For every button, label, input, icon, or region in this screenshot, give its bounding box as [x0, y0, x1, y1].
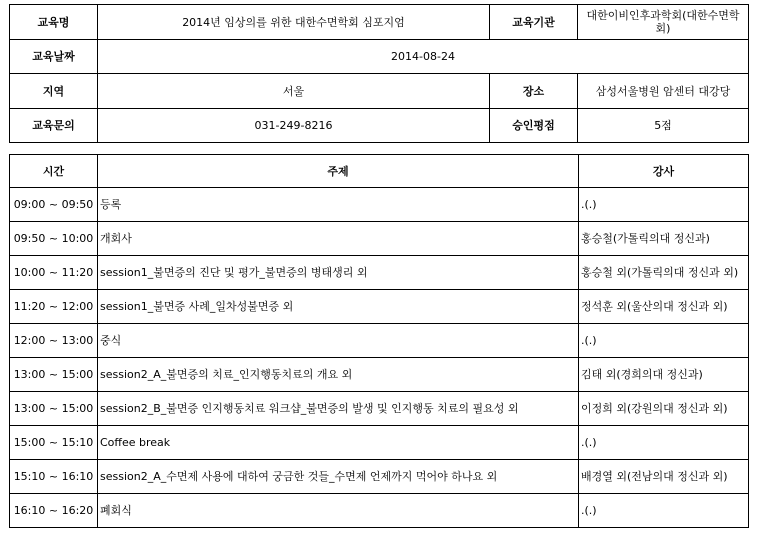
- row-topic: session2_A_불면증의 치료_인지행동치료의 개요 외: [98, 358, 579, 392]
- row-topic: 폐회식: [98, 494, 579, 528]
- score-value: 5점: [578, 109, 749, 143]
- row-speaker: 홍승철(가톨릭의대 정신과): [579, 222, 749, 256]
- row-speaker: .(.): [579, 426, 749, 460]
- org-value: 대한이비인후과학회(대한수면학회): [578, 5, 749, 40]
- course-info-table: [9, 4, 749, 143]
- table-row: [10, 290, 749, 324]
- row-speaker: 김태 외(경희의대 정신과): [579, 358, 749, 392]
- date-value: 2014-08-24: [98, 40, 749, 74]
- row-topic: session2_B_불면증 인지행동치료 워크샵_불면증의 발생 및 인지행동 치료의 필요성 외: [98, 392, 579, 426]
- row-topic: session1_불면증 사례_일차성불면증 외: [98, 290, 579, 324]
- row-time: 10:00 ~ 11:20: [10, 256, 98, 290]
- table-row: [10, 460, 749, 494]
- row-time: 11:20 ~ 12:00: [10, 290, 98, 324]
- row-speaker: .(.): [579, 324, 749, 358]
- row-time: 09:50 ~ 10:00: [10, 222, 98, 256]
- row-topic: 중식: [98, 324, 579, 358]
- region-value: 서울: [98, 74, 490, 109]
- edu-name-label: 교육명: [10, 5, 98, 40]
- schedule-table: [9, 154, 749, 528]
- table-row: [10, 188, 749, 222]
- row-time: 16:10 ~ 16:20: [10, 494, 98, 528]
- row-speaker: .(.): [579, 494, 749, 528]
- row-time: 12:00 ~ 13:00: [10, 324, 98, 358]
- contact-value: 031-249-8216: [98, 109, 490, 143]
- row-speaker: 홍승철 외(가톨릭의대 정신과 외): [579, 256, 749, 290]
- org-label: 교육기관: [490, 5, 578, 40]
- row-time: 13:00 ~ 15:00: [10, 392, 98, 426]
- topic-header: 주제: [98, 155, 579, 188]
- table-row: [10, 392, 749, 426]
- region-label: 지역: [10, 74, 98, 109]
- speaker-header: 강사: [579, 155, 749, 188]
- edu-name-value: 2014년 임상의를 위한 대한수면학회 심포지엄: [98, 5, 490, 40]
- row-speaker: 이정희 외(강원의대 정신과 외): [579, 392, 749, 426]
- row-time: 15:10 ~ 16:10: [10, 460, 98, 494]
- place-label: 장소: [490, 74, 578, 109]
- date-label: 교육날짜: [10, 40, 98, 74]
- row-topic: session2_A_수면제 사용에 대하여 궁금한 것들_수면제 언제까지 먹어야 하나요 외: [98, 460, 579, 494]
- row-topic: 개회사: [98, 222, 579, 256]
- table-row: [10, 324, 749, 358]
- contact-label: 교육문의: [10, 109, 98, 143]
- table-row: [10, 494, 749, 528]
- row-topic: session1_불면증의 진단 및 평가_불면증의 병태생리 외: [98, 256, 579, 290]
- table-row: [10, 256, 749, 290]
- row-topic: 등록: [98, 188, 579, 222]
- row-time: 13:00 ~ 15:00: [10, 358, 98, 392]
- row-speaker: .(.): [579, 188, 749, 222]
- row-time: 15:00 ~ 15:10: [10, 426, 98, 460]
- time-header: 시간: [10, 155, 98, 188]
- row-time: 09:00 ~ 09:50: [10, 188, 98, 222]
- table-row: [10, 358, 749, 392]
- place-value: 삼성서울병원 암센터 대강당: [578, 74, 749, 109]
- score-label: 승인평점: [490, 109, 578, 143]
- row-speaker: 정석훈 외(울산의대 정신과 외): [579, 290, 749, 324]
- row-speaker: 배경열 외(전남의대 정신과 외): [579, 460, 749, 494]
- table-row: [10, 222, 749, 256]
- table-row: [10, 426, 749, 460]
- row-topic: Coffee break: [98, 426, 579, 460]
